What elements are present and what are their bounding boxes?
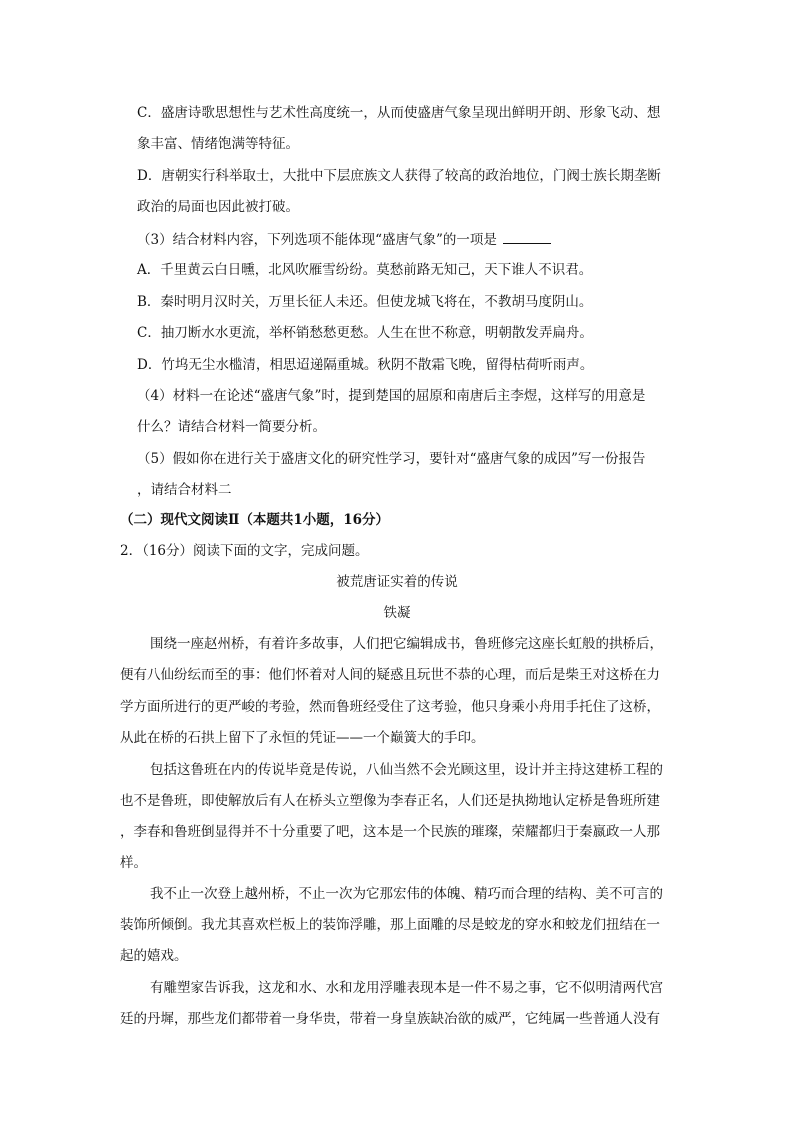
body-paragraph-1-line-1: 围绕一座赵州桥，有着许多故事，人们把它编辑成书，鲁班修完这座长虹般的拱桥后， (150, 636, 663, 652)
answer-blank[interactable] (503, 229, 551, 244)
q3-option-c: C．抽刀断水水更流，举杯销愁愁更愁。人生在世不称意，明朝散发弄扁舟。 (137, 325, 593, 341)
body-paragraph-1-line-3: 学方面所进行的更严峻的考验，然而鲁班经受住了这考验，他只身乘小舟用手托住了这桥， (120, 699, 660, 715)
q3-option-a: A．千里黄云白日曛，北风吹雁雪纷纷。莫愁前路无知己，天下谁人不识君。 (137, 262, 593, 278)
body-paragraph-2-line-1: 包括这鲁班在内的传说毕竟是传说，八仙当然不会光顾这里，设计并主持这建桥工程的 (150, 762, 663, 778)
question-3-line (137, 229, 551, 250)
option-d-line-1: D．唐朝实行科举取士，大批中下层庶族文人获得了较高的政治地位，门阀士族长期垄断 (137, 168, 661, 184)
option-d-line-2: 政治的局面也因此被打破。 (137, 199, 299, 215)
body-paragraph-4-line-2: 廷的丹墀，那些龙们都带着一身华贵，带着一身皇族缺冶欲的威严，它纯属一些普通人没有 (120, 1011, 660, 1027)
body-paragraph-2-line-3: ，李春和鲁班倒显得并不十分重要了吧，这本是一个民族的璀璨，荣耀都归于秦嬴政一人那 (120, 824, 660, 840)
article-title: 被荒唐证实着的传说 (336, 574, 458, 590)
question-2-prompt: 2．（16分）阅读下面的文字，完成问题。 (120, 543, 369, 559)
body-paragraph-3-line-1: 我不止一次登上越州桥，不止一次为它那宏伟的体魄、精巧而合理的结构、美不可言的 (150, 886, 663, 902)
body-paragraph-1-line-4: 从此在桥的石拱上留下了永恒的凭证——一个巅簧大的手印。 (120, 730, 485, 746)
body-paragraph-2-line-4: 样。 (120, 855, 147, 871)
option-c-line-2: 象丰富、情绪饱满等特征。 (137, 136, 299, 152)
question-4-line-1: （4）材料一在论述“盛唐气象”时，提到楚国的屈原和南唐后主李煜，这样写的用意是 (137, 388, 646, 404)
option-c-line-1: C．盛唐诗歌思想性与艺术性高度统一，从而使盛唐气象呈现出鲜明开朗、形象飞动、想 (137, 105, 661, 121)
question-3-text: （3）结合材料内容，下列选项不能体现“盛唐气象”的一项是 (137, 232, 497, 248)
body-paragraph-3-line-2: 装饰所倾倒。我尤其喜欢栏板上的装饰浮雕，那上面雕的尽是蛟龙的穿水和蛟龙们扭结在一 (120, 917, 660, 933)
article-author: 铁凝 (383, 605, 411, 621)
question-5-line-1: （5）假如你在进行关于盛唐文化的研究性学习，要针对“盛唐气象的成因”写一份报告 (137, 451, 646, 467)
question-5-line-2: ，请结合材料二 (137, 482, 232, 498)
body-paragraph-3-line-3: 起的嬉戏。 (120, 948, 188, 964)
body-paragraph-1-line-2: 便有八仙纷纭而至的事：他们怀着对人间的疑惑且玩世不恭的心理，而后是柴王对这桥在力 (120, 667, 660, 683)
q3-option-d: D．竹坞无尘水槛清，相思迢递隔重城。秋阴不散霜飞晚，留得枯荷听雨声。 (137, 357, 594, 373)
q3-option-b: B．秦时明月汉时关，万里长征人未还。但使龙城飞将在，不教胡马度阴山。 (137, 294, 593, 310)
section-heading: （二）现代文阅读Ⅱ（本题共1小题，16分） (120, 512, 390, 528)
body-paragraph-2-line-2: 也不是鲁班，即使解放后有人在桥头立塑像为李春正名，人们还是执拗地认定桥是鲁班所建 (120, 793, 660, 809)
question-4-line-2: 什么？请结合材料一简要分析。 (137, 419, 326, 435)
body-paragraph-4-line-1: 有雕塑家告诉我，这龙和水、水和龙用浮雕表现本是一件不易之事，它不似明清两代宫 (150, 980, 663, 996)
